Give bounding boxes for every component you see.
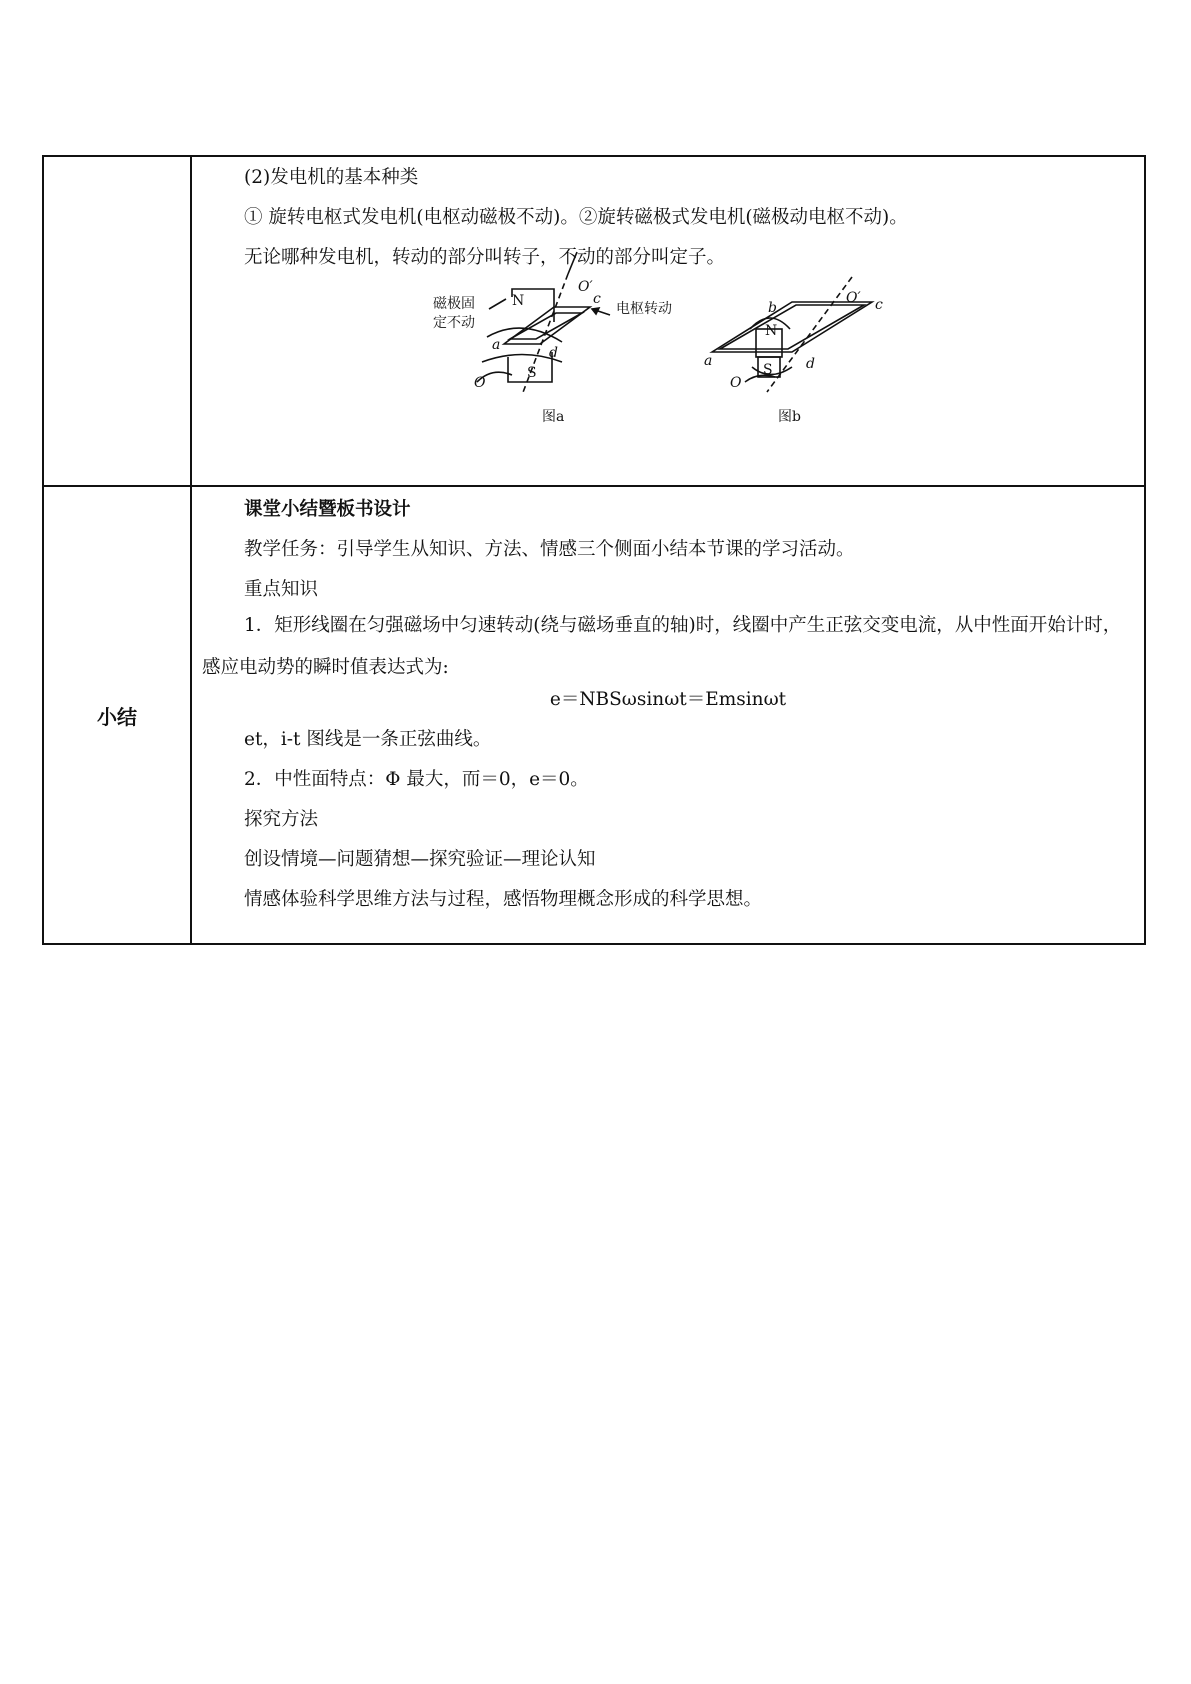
emf-formula: e＝NBSωsinωt＝Emsinωt — [549, 689, 787, 710]
rotor-stator-note: 无论哪种发电机，转动的部分叫转子，不动的部分叫定子。 — [244, 247, 726, 268]
fig-a-axis-top: O′ — [578, 279, 593, 295]
generator-figures — [192, 157, 1150, 485]
fig-a-pole-s: S — [527, 365, 537, 381]
axis-b — [767, 277, 852, 392]
teaching-task: 教学任务：引导学生从知识、方法、情感三个侧面小结本节课的学习活动。 — [244, 539, 855, 560]
fig-a-pole-n: N — [512, 293, 525, 309]
fig-a-rotating-label: 电枢转动 — [616, 301, 672, 317]
table-row — [43, 156, 1145, 486]
figure-a-labels — [433, 279, 672, 425]
lesson-table — [42, 155, 1146, 945]
coil-b-outer — [712, 302, 872, 352]
method-steps: 创设情境—问题猜想—探究验证—理论认知 — [244, 849, 596, 870]
fig-b-axis-bottom: O — [730, 375, 742, 391]
fig-b-pole-s: S — [763, 362, 773, 378]
fig-a-axis-bottom: O — [474, 375, 486, 391]
key-point-1: 1．矩形线圈在匀强磁场中匀速转动(绕与磁场垂直的轴)时，线圈中产生正弦交变电流，从中性面开始计时，感应电动势的瞬时值表达式为: — [202, 615, 1122, 678]
fig-a-corner-a: a — [492, 337, 501, 353]
arrow-fixed — [489, 299, 506, 309]
table-row — [43, 486, 1145, 944]
key-knowledge-title: 重点知识 — [244, 579, 319, 600]
fig-b-corner-b: b — [768, 300, 777, 316]
summary-label-cell — [43, 486, 191, 944]
coil-b-inner — [720, 305, 864, 349]
row1-content-cell — [191, 156, 1145, 486]
fig-a-corner-d: d — [549, 345, 558, 361]
key-point-2: 2．中性面特点：Φ 最大，而＝0，e＝0。 — [244, 769, 589, 790]
fig-b-corner-a: a — [704, 353, 713, 369]
figure-a — [477, 252, 610, 395]
row1-left-cell — [43, 156, 191, 486]
emotion-note: 情感体验科学思维方法与过程，感悟物理概念形成的科学思想。 — [244, 889, 763, 910]
summary-content-cell — [191, 486, 1145, 944]
generator-types-list: ① 旋转电枢式发电机(电枢动磁极不动)。②旋转磁极式发电机(磁极动电枢不动)。 — [244, 207, 908, 228]
fig-b-corner-d: d — [806, 356, 815, 372]
fig-b-corner-c: c — [875, 297, 883, 313]
fig-b-caption: 图b — [778, 409, 801, 425]
fig-a-caption: 图a — [542, 409, 565, 425]
key-point-1b: et，i-t 图线是一条正弦曲线。 — [244, 729, 492, 750]
summary-heading: 课堂小结暨板书设计 — [244, 499, 411, 520]
fig-b-pole-n: N — [765, 323, 778, 339]
coil-a-inner — [510, 313, 582, 339]
fig-b-axis-top: O′ — [846, 290, 861, 306]
method-title: 探究方法 — [244, 809, 319, 830]
summary-label: 小结 — [97, 704, 137, 729]
generator-types-title: (2)发电机的基本种类 — [244, 167, 419, 188]
fig-a-fixed-label-1: 磁极固 — [433, 296, 475, 312]
axis-a-top — [568, 252, 577, 274]
arrow-head — [592, 308, 599, 314]
fig-a-corner-c: c — [593, 291, 601, 307]
fig-a-fixed-label-2: 定不动 — [433, 315, 475, 331]
